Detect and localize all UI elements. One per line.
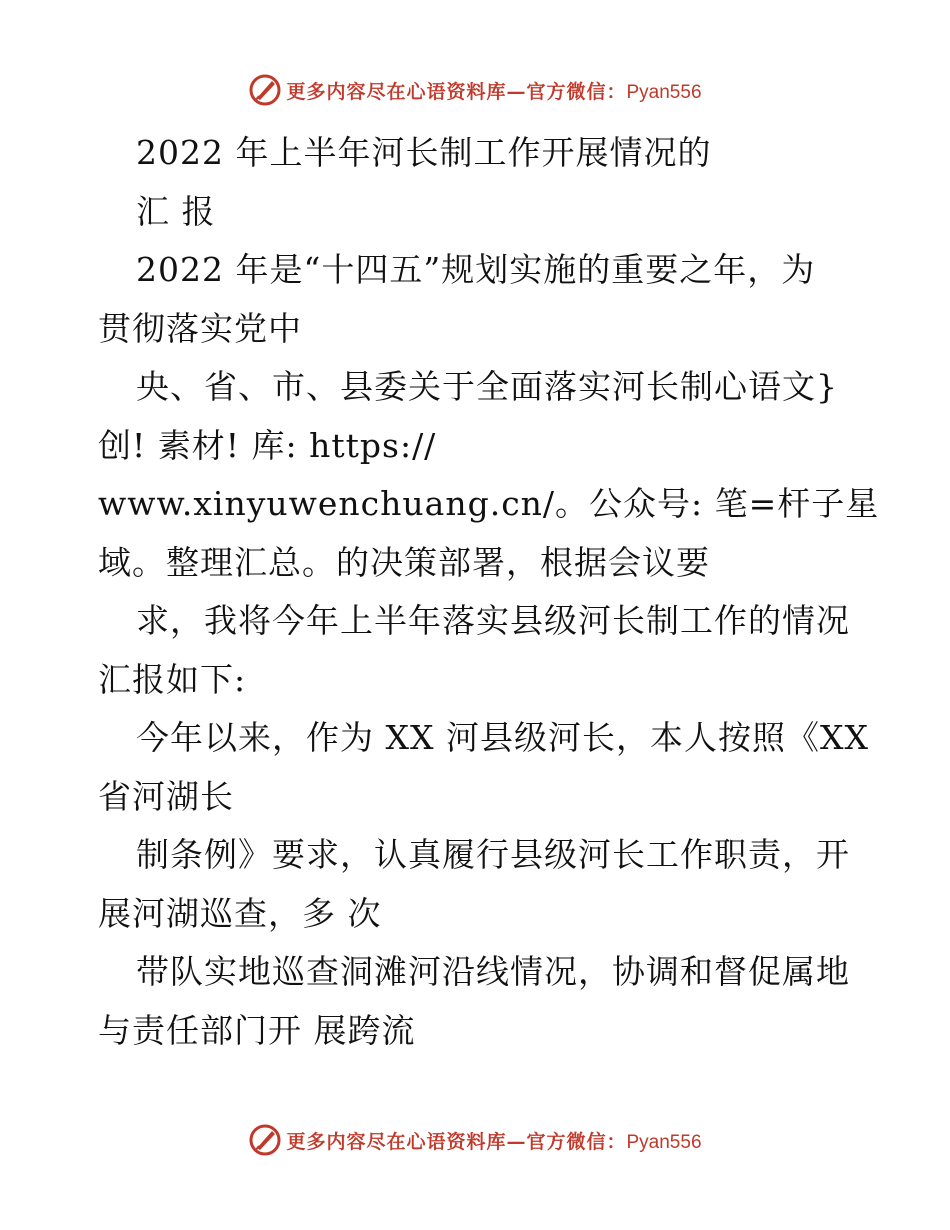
footer-watermark: [0, 1120, 950, 1160]
quill-logo-icon: [248, 73, 282, 107]
document-line: www.xinyuwenchuang.cn/。公众号: 笔=杆子星: [98, 484, 880, 523]
document-line: 2022 年上半年河长制工作开展情况的: [136, 133, 712, 172]
document-line: 今年以来，作为 XX 河县级河长，本人按照《XX: [136, 718, 869, 757]
document-line: 创! 素材! 库: https://: [98, 425, 437, 465]
document-line: 汇报如下:: [98, 659, 247, 699]
document-line: 域。整理汇总。的决策部署，根据会议要: [98, 542, 710, 582]
header-watermark: [0, 70, 950, 110]
document-line: 求，我将今年上半年落实县级河长制工作的情况: [136, 601, 850, 640]
document-line: 制条例》要求，认真履行县级河长工作职责，开: [136, 835, 850, 874]
quill-logo-icon: [248, 1123, 282, 1157]
document-line: 与责任部门开 展跨流: [98, 1010, 416, 1050]
document-line: 汇 报: [136, 191, 216, 231]
document-body: [98, 124, 880, 1060]
document-line: 省河湖长: [98, 776, 234, 816]
document-line: 央、省、市、县委关于全面落实河长制心语文}: [136, 367, 838, 406]
document-line: 贯彻落实党中: [98, 308, 302, 348]
document-line: 带队实地巡查洞滩河沿线情况，协调和督促属地: [136, 952, 850, 991]
watermark-text: 更多内容尽在心语资料库—官方微信：Pyan556: [286, 1130, 702, 1153]
document-line: 展河湖巡查，多 次: [98, 893, 382, 933]
watermark-text: 更多内容尽在心语资料库—官方微信：Pyan556: [286, 80, 702, 103]
document-line: 2022 年是“十四五”规划实施的重要之年，为: [136, 250, 816, 289]
